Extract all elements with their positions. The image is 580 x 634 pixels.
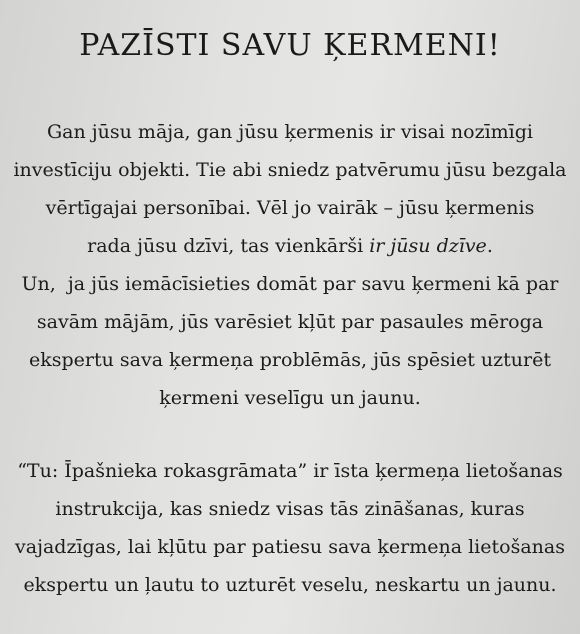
text-line: vajadzīgas, lai kļūtu par patiesu sava ķermeņa lietošanas	[15, 536, 565, 558]
text-line: investīciju objekti. Tie abi sniedz patvērumu jūsu bezgala	[13, 159, 567, 181]
text-segment: rada jūsu dzīvi, tas vienkārši	[87, 235, 370, 257]
page-title: PAZĪSTI SAVU ĶERMENI!	[79, 28, 501, 63]
text-line: “Tu: Īpašnieka rokasgrāmata” ir īsta ķermeņa lietošanas	[17, 460, 563, 482]
text-line: Un, ja jūs iemācīsieties domāt par savu ķermeni kā par	[21, 273, 559, 295]
text-line: instrukcija, kas sniedz visas tās zināšanas, kuras	[55, 498, 525, 520]
text-line: Gan jūsu māja, gan jūsu ķermenis ir visai nozīmīgi	[46, 121, 533, 143]
text-segment: .	[486, 235, 493, 257]
emphasized-text: ir jūsu dzīve	[369, 235, 487, 257]
text-line: ekspertu sava ķermeņa problēmās, jūs spēsiet uzturēt	[28, 349, 552, 371]
description-paragraph-1	[0, 113, 580, 417]
text-line-with-emphasis	[0, 227, 580, 265]
text-line: vērtīgajai personībai. Vēl jo vairāk – jūsu ķermenis	[45, 197, 535, 219]
text-line: ķermeni veselīgu un jaunu.	[159, 387, 421, 409]
description-paragraph-2	[0, 452, 580, 604]
text-line: ekspertu un ļautu to uzturēt veselu, neskartu un jaunu.	[23, 574, 557, 596]
text-line: savām mājām, jūs varēsiet kļūt par pasaules mēroga	[36, 311, 544, 333]
